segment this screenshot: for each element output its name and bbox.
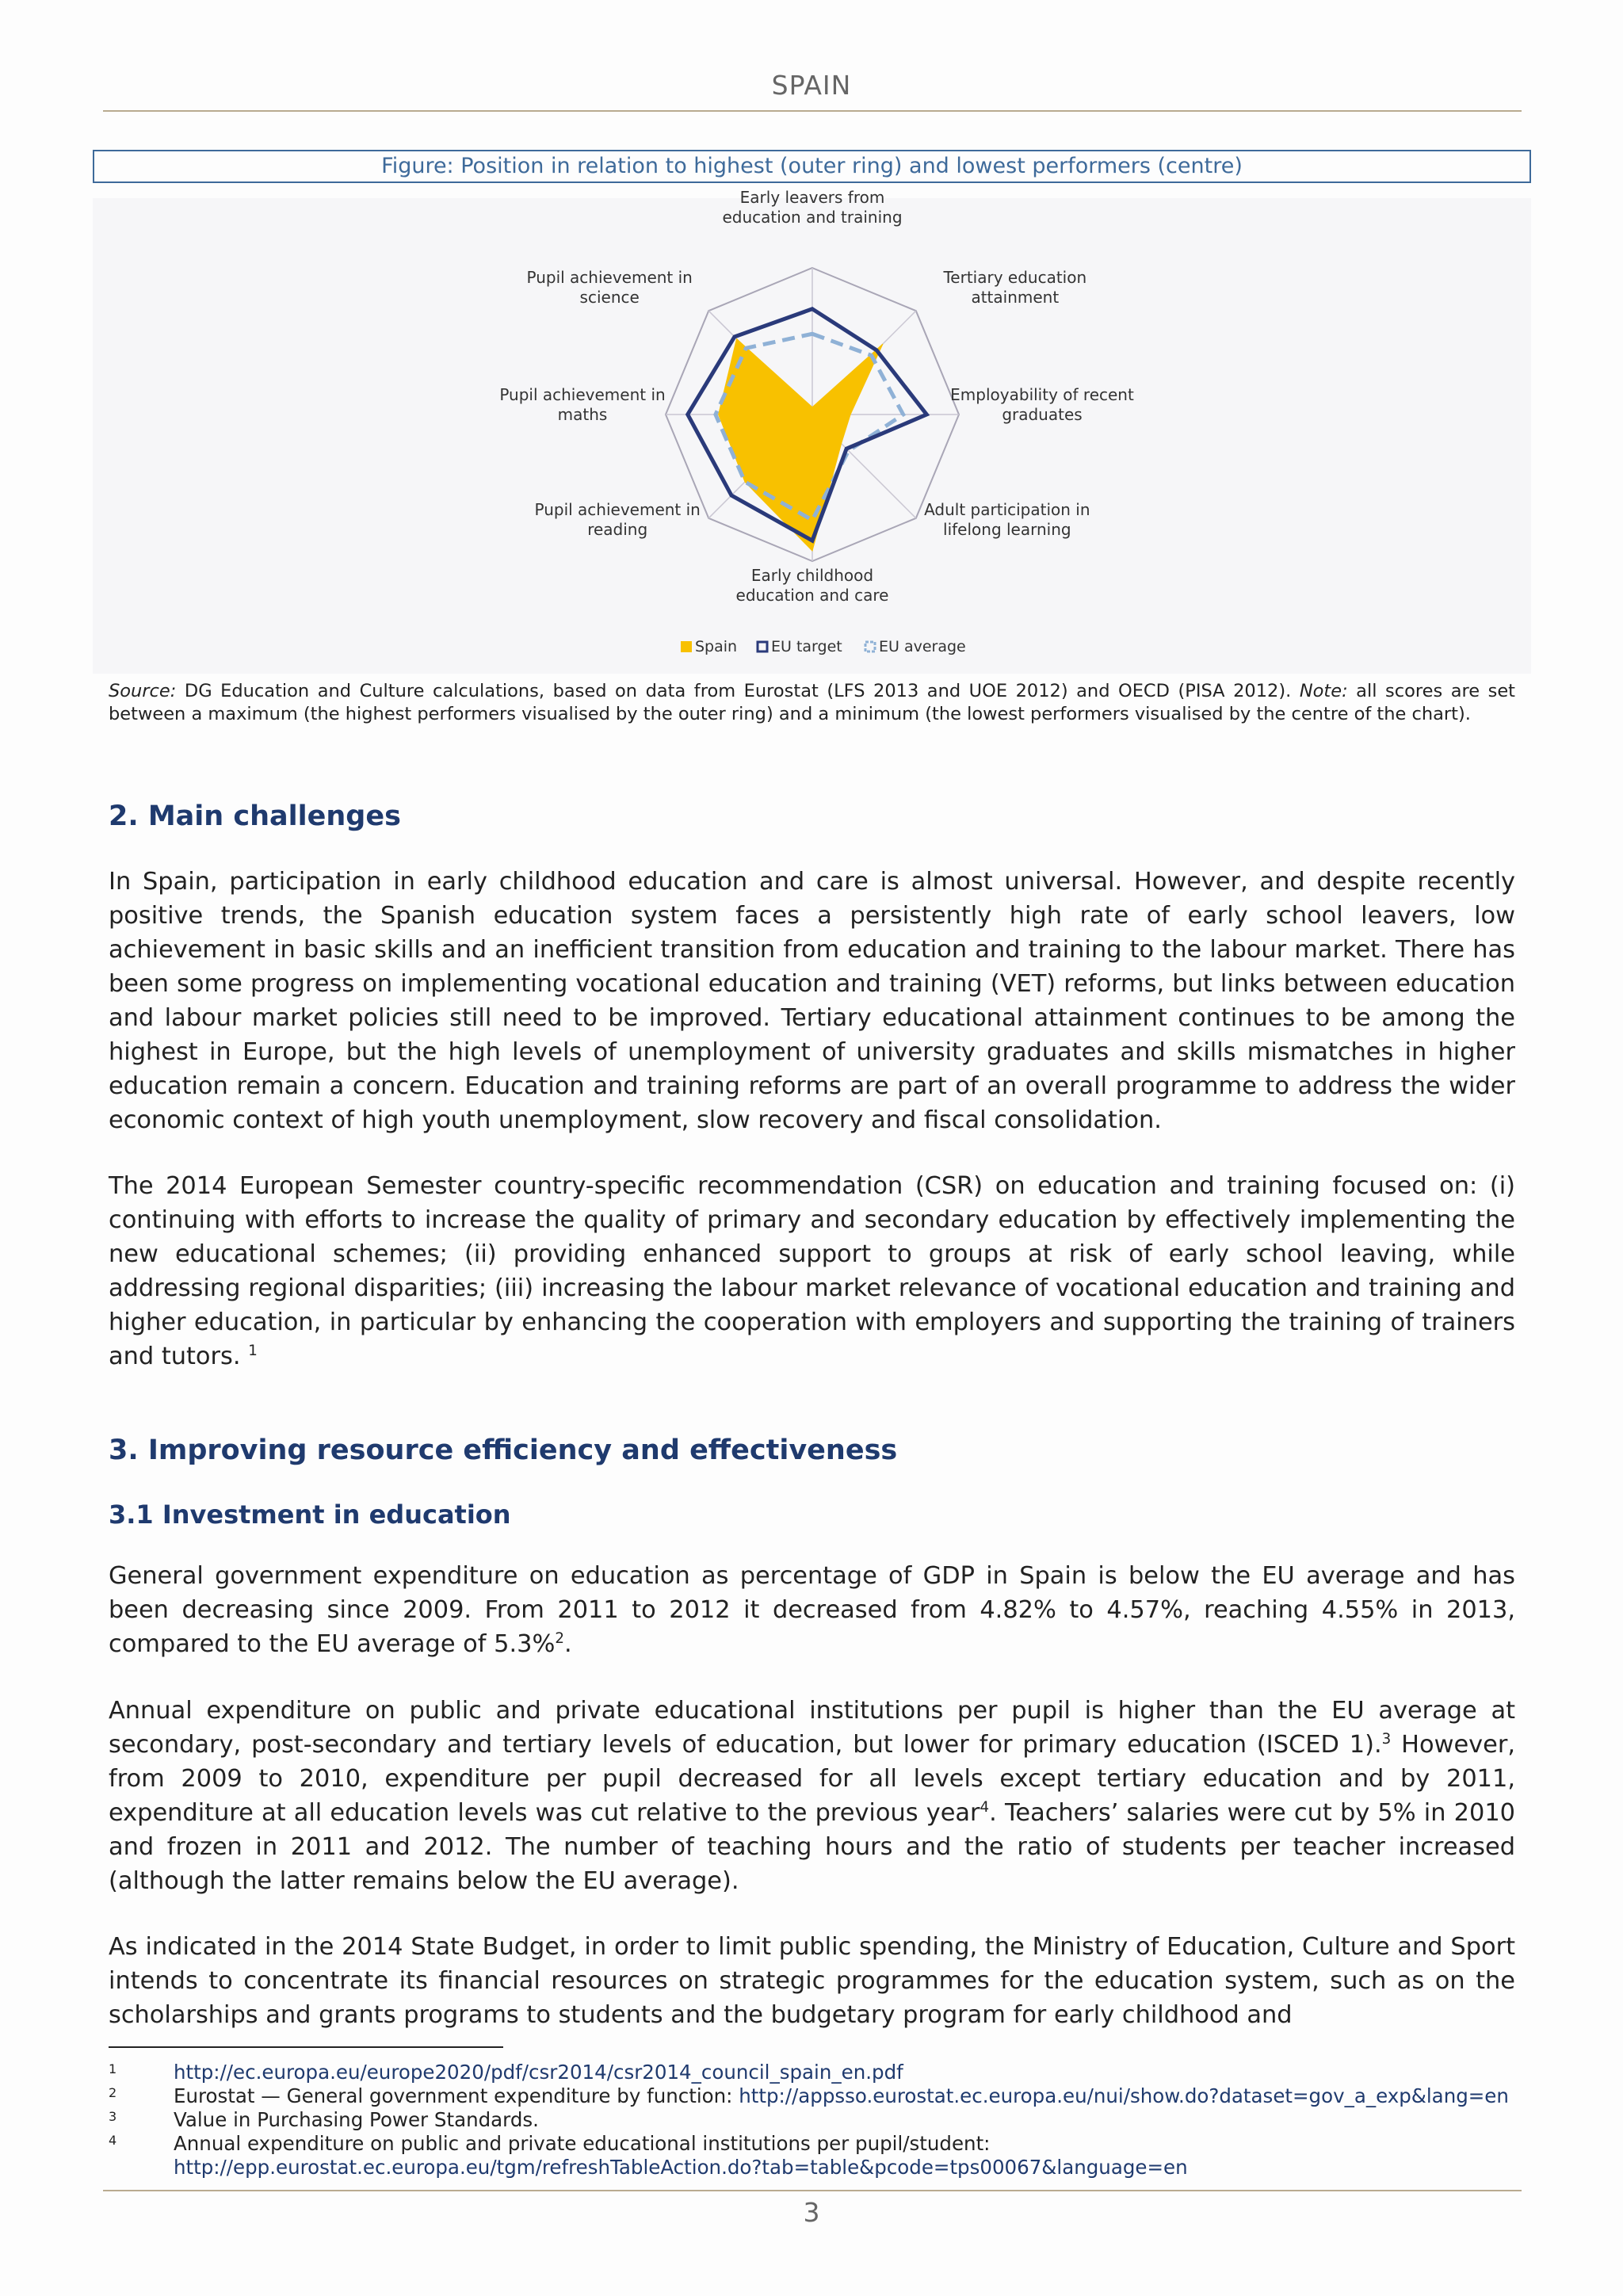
figure-caption: Figure: Position in relation to highest (outer ring) and lowest performers (centre): [93, 150, 1531, 183]
section-3-1-heading: 3.1 Investment in education: [109, 1499, 511, 1530]
footnote-text: Value in Purchasing Power Standards.: [174, 2108, 539, 2131]
section-2-paragraph-2: [109, 1169, 1515, 1373]
footnote-link[interactable]: http://ec.europa.eu/europe2020/pdf/csr2014/csr2014_council_spain_en.pdf: [174, 2061, 903, 2084]
source-text: DG Education and Culture calculations, based on data from Eurostat (LFS 2013 and UOE 2012) and OECD (PISA 2012).: [176, 681, 1300, 701]
section-2-paragraph-1: In Spain, participation in early childhood education and care is almost universal. However, and despite recently positive trends, the Spanish education system faces a persistently high rate of early school leavers, low achievement in basic skills and an inefficient transition from education and training to the labour market. There has been some progress on implementing vocational education and training (VET) reforms, but links between education and labour market policies still need to be improved. Tertiary educational attainment continues to be among the highest in Europe, but the high levels of unemployment of university graduates and skills mismatches in higher education remain a concern. Education and training reforms are part of an overall programme to address the wider economic context of high youth unemployment, slow recovery and fiscal consolidation.: [109, 868, 1515, 1134]
note-label: Note:: [1299, 681, 1348, 701]
footnote-number: 4: [109, 2133, 117, 2148]
header-divider: [103, 110, 1522, 112]
legend-swatch-eu-average: [865, 642, 875, 651]
footnote-ref-2[interactable]: 2: [555, 1629, 564, 1647]
footnote-number: 3: [109, 2109, 117, 2124]
axis-label-line-2: maths: [557, 405, 608, 424]
footnotes: [109, 2061, 1527, 2179]
footnote-4: [109, 2132, 1527, 2179]
axis-label-line-2: graduates: [1002, 405, 1083, 424]
section-3-paragraph-3: As indicated in the 2014 State Budget, in order to limit public spending, the Ministry of Education, Culture and Sport intends to concentrate its financial resources on strategic programmes for the education system, such as on the scholarships and grants programs to students and the budgetary program for early childhood and: [109, 1933, 1515, 2029]
section-2-paragraph-2-text: The 2014 European Semester country-specific recommendation (CSR) on education and training focused on: (i) continuing with efforts to increase the quality of primary and secondary education by effectively implementing the new educational schemes; (ii) providing enhanced support to groups at risk of early school leaving, while addressing regional disparities; (iii) increasing the labour market relevance of vocational education and training and higher education, in particular by enhancing the cooperation with employers and supporting the training of trainers and tutors.: [109, 1172, 1515, 1370]
axis-label-line-2: lifelong learning: [943, 519, 1071, 539]
radar-chart-panel: [93, 188, 1531, 674]
section-3-paragraph-1-text: General government expenditure on education as percentage of GDP in Spain is below the EU average and has been decreasing since 2009. From 2011 to 2012 it decreased from 4.82% to 4.57%, reaching 4.55% in 2013, compared to the EU average of 5.3%: [109, 1562, 1515, 1658]
section-3-heading: 3. Improving resource efficiency and effectiveness: [109, 1435, 898, 1466]
section-3-paragraph-2-text-b: However, from 2009 to 2010, expenditure per pupil decreased for all levels except tertiary education and by 2011, expenditure at all education levels was cut relative to the previous year: [109, 1731, 1515, 1827]
legend-label: Spain: [695, 638, 738, 655]
axis-label-line-2: science: [579, 288, 640, 308]
footnote-3: [109, 2108, 1527, 2132]
footnote-text: Eurostat — General government expenditure by function:: [174, 2084, 739, 2107]
footnote-divider: [109, 2046, 503, 2048]
footnote-1: [109, 2061, 1527, 2084]
section-3-paragraph-1: General government expenditure on education as percentage of GDP in Spain is below the EU average and has been decreasing since 2009. From 2011 to 2012 it decreased from 4.82% to 4.57%, reaching 4.55% in 2013, compared to the EU average of 5.3%$^2$.: [109, 1562, 1515, 1658]
section-3-paragraph-2-text-a: Annual expenditure on public and private educational institutions per pupil is higher than the EU average at secondary, post-secondary and tertiary levels of education, but lower for primary education (ISCED 1).: [109, 1697, 1515, 1759]
legend-swatch-spain: [681, 641, 692, 652]
page-number: 3: [803, 2197, 820, 2228]
axis-label-line-2: education and care: [735, 586, 889, 605]
axis-label-line-1: Pupil achievement in: [534, 499, 701, 519]
footnote-ref-1[interactable]: 1: [248, 1342, 258, 1359]
axis-label-line-1: Early leavers from: [739, 188, 885, 207]
footnote-link[interactable]: http://epp.eurostat.ec.europa.eu/tgm/refreshTableAction.do?tab=table&pcode=tps00067&language=en: [174, 2156, 1188, 2179]
legend-swatch-eu-target: [758, 642, 767, 651]
footnote-text: Annual expenditure on public and private educational institutions per pupil/student:: [174, 2132, 991, 2155]
section-3-paragraph-2-text-c: . Teachers’ salaries were cut by 5% in 2010 and frozen in 2011 and 2012. The number of teaching hours and the ratio of students per teacher increased (although the latter remains below the EU average).: [109, 1799, 1515, 1895]
axis-label-line-1: Pupil achievement in: [526, 268, 693, 288]
figure-source-note: [109, 680, 1515, 726]
footnote-link[interactable]: http://appsso.eurostat.ec.europa.eu/nui/show.do?dataset=gov_a_exp&lang=en: [739, 2084, 1509, 2107]
note-text: all scores are set between a maximum (the highest performers visualised by the outer ring) and a minimum (the lowest performers visualised by the centre of the chart).: [109, 681, 1516, 724]
axis-label-line-2: education and training: [722, 208, 903, 227]
running-header: SPAIN: [771, 70, 852, 101]
axis-label-line-2: reading: [587, 519, 648, 539]
axis-label-line-1: Employability of recent: [950, 385, 1134, 404]
axis-label-line-1: Tertiary education: [943, 268, 1087, 288]
footnote-ref-4[interactable]: 4: [980, 1798, 990, 1816]
section-2-heading: 2. Main challenges: [109, 800, 401, 832]
footnote-number: 2: [109, 2085, 117, 2100]
footer-divider: [103, 2190, 1522, 2191]
axis-label-line-2: attainment: [971, 288, 1060, 308]
footnote-ref-3[interactable]: 3: [1381, 1730, 1392, 1748]
legend-label: EU average: [879, 638, 966, 655]
axis-label-line-1: Adult participation in: [924, 499, 1090, 519]
radar-chart: [93, 188, 1531, 674]
section-3-paragraph-2: [109, 1694, 1515, 1898]
axis-label-line-1: Early childhood: [750, 566, 874, 585]
source-label: Source:: [109, 681, 177, 701]
axis-label-line-1: Pupil achievement in: [499, 385, 666, 404]
legend-label: EU target: [771, 638, 842, 655]
footnote-2: [109, 2084, 1527, 2108]
footnote-number: 1: [109, 2061, 117, 2076]
